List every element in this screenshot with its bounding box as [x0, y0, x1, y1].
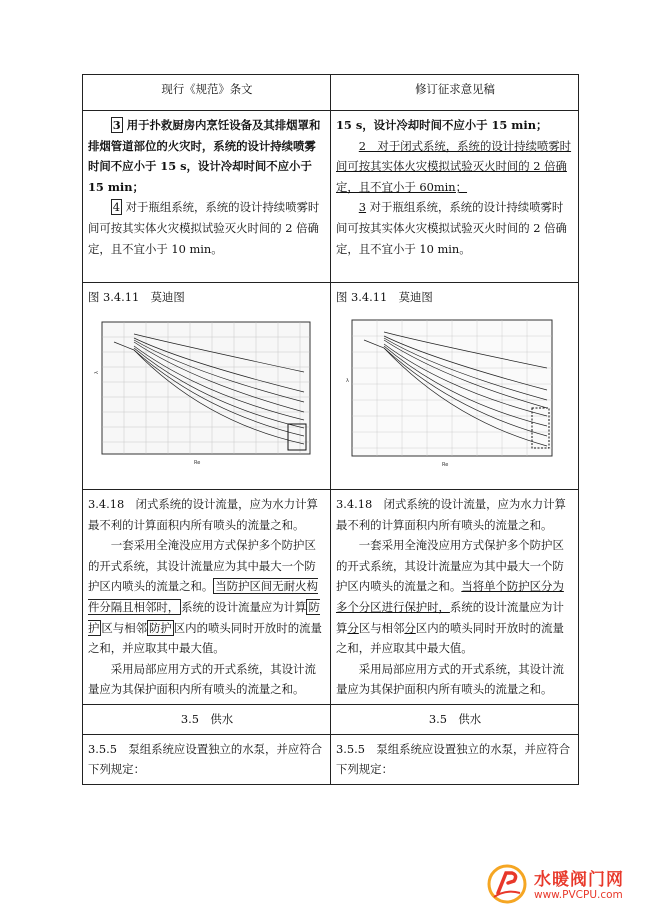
svg-text:λ: λ [346, 377, 349, 384]
figure-caption-left: 图 3.4.11 莫迪图 [88, 290, 185, 304]
site-watermark [486, 863, 636, 913]
moody-diagram-left [94, 312, 320, 472]
svg-text:λ: λ [94, 370, 100, 374]
comparison-table [82, 74, 579, 785]
item-number-box: 4 [112, 200, 121, 215]
text-span: 一套采用全淹没应用方式保护多个防护区的开式系统，其设计流量应为其中最大一个防护区内喷头的流量之和。 [336, 538, 564, 594]
boxed-text: 防护 [148, 620, 172, 635]
right-item-3 [336, 197, 574, 259]
right-continued-text: 15 s，设计冷却时间不应小于 15 min； [336, 118, 548, 132]
valve-logo-icon [486, 863, 528, 905]
right-3-4-18-p3: 采用局部应用方式的开式系统，其设计流量应为其保护面积内所有喷头的流量之和。 [336, 661, 564, 697]
moody-diagram-right [342, 312, 568, 472]
boxed-text: 当防护区间无耐火构件分隔且相邻时， [88, 579, 318, 614]
watermark-url: www.PVCPU.com [534, 889, 623, 901]
underlined-text: 分 [404, 620, 416, 635]
text-span: 区内的喷头同时开放时的流量之和，并应取其中最大值。 [336, 620, 564, 656]
cell-left-figure [83, 283, 331, 490]
text-span: 系统的设计流量应为计算 [336, 599, 564, 635]
text-span: 区与相邻 [101, 620, 147, 635]
text-span: 区内的喷头同时开放时的流量之和，并应取其中最大值。 [88, 620, 322, 656]
header-revision-draft: 修订征求意见稿 [331, 75, 579, 111]
left-item-3 [88, 115, 326, 197]
cell-left-3-5-5: 3.5.5 泵组系统应设置独立的水泵，并应符合下列规定： [83, 734, 331, 784]
left-3-4-18-title: 3.4.18 闭式系统的设计流量，应为水力计算最不利的计算面积内所有喷头的流量之和。 [88, 497, 318, 532]
cell-left-3-4-18 [83, 490, 331, 705]
boxed-text: 防护 [88, 599, 320, 635]
cell-right-3-4-18 [331, 490, 579, 705]
left-item-4-text: 对于瓶组系统，系统的设计持续喷雾时间可按其实体火灾模拟试验灭火时间的 2 倍确定，且不宜小于 10 min。 [88, 200, 320, 256]
right-3-4-18-title: 3.4.18 闭式系统的设计流量，应为水力计算最不利的计算面积内所有喷头的流量之和。 [336, 497, 566, 532]
right-item-3-text: 对于瓶组系统，系统的设计持续喷雾时间可按其实体火灾模拟试验灭火时间的 2 倍确定，且不宜小于 10 min。 [336, 200, 567, 256]
right-item-2: 2 对于闭式系统，系统的设计持续喷雾时间可按其实体火灾模拟试验灭火时间的 2 倍确定，且不宜小于 60min； [336, 138, 572, 194]
underlined-text: 当将单个防护区分为多个分区进行保护时， [336, 579, 564, 614]
left-3-4-18-p3: 采用局部应用方式的开式系统，其设计流量应为其保护面积内所有喷头的流量之和。 [88, 661, 316, 697]
svg-text:Re: Re [442, 461, 449, 468]
text-span: 一套采用全淹没应用方式保护多个防护区的开式系统，其设计流量应为其中最大一个防护区内喷头的流量之和。 [88, 538, 316, 594]
cell-right-figure [331, 283, 579, 490]
right-3-4-18-p2 [336, 535, 574, 659]
left-item-4 [88, 197, 326, 259]
left-item-3-text: 用于扑救厨房内烹饪设备及其排烟罩和排烟管道部位的火灾时，系统的设计持续喷雾时间不应小于 15 s，设计冷却时间不应小于 15 min； [88, 118, 321, 194]
left-3-4-18-p2 [88, 535, 326, 659]
header-current-spec: 现行《规范》条文 [83, 75, 331, 111]
text-span: 系统的设计流量应为计算 [181, 599, 307, 614]
text-span: 区与相邻 [358, 620, 405, 635]
cell-right-clause-2-3 [331, 111, 579, 283]
svg-text:Re: Re [194, 459, 201, 466]
watermark-brand: 水暖阀门网 [534, 870, 624, 890]
section-heading-left: 3.5 供水 [83, 704, 331, 734]
item-number-box: 3 [112, 118, 121, 132]
item-number: 3 [358, 200, 367, 215]
underlined-text: 分 [347, 620, 359, 635]
figure-caption-right: 图 3.4.11 莫迪图 [336, 290, 433, 304]
cell-left-clause-3-4 [83, 111, 331, 283]
section-heading-right: 3.5 供水 [331, 704, 579, 734]
cell-right-3-5-5: 3.5.5 泵组系统应设置独立的水泵，并应符合下列规定： [331, 734, 579, 784]
